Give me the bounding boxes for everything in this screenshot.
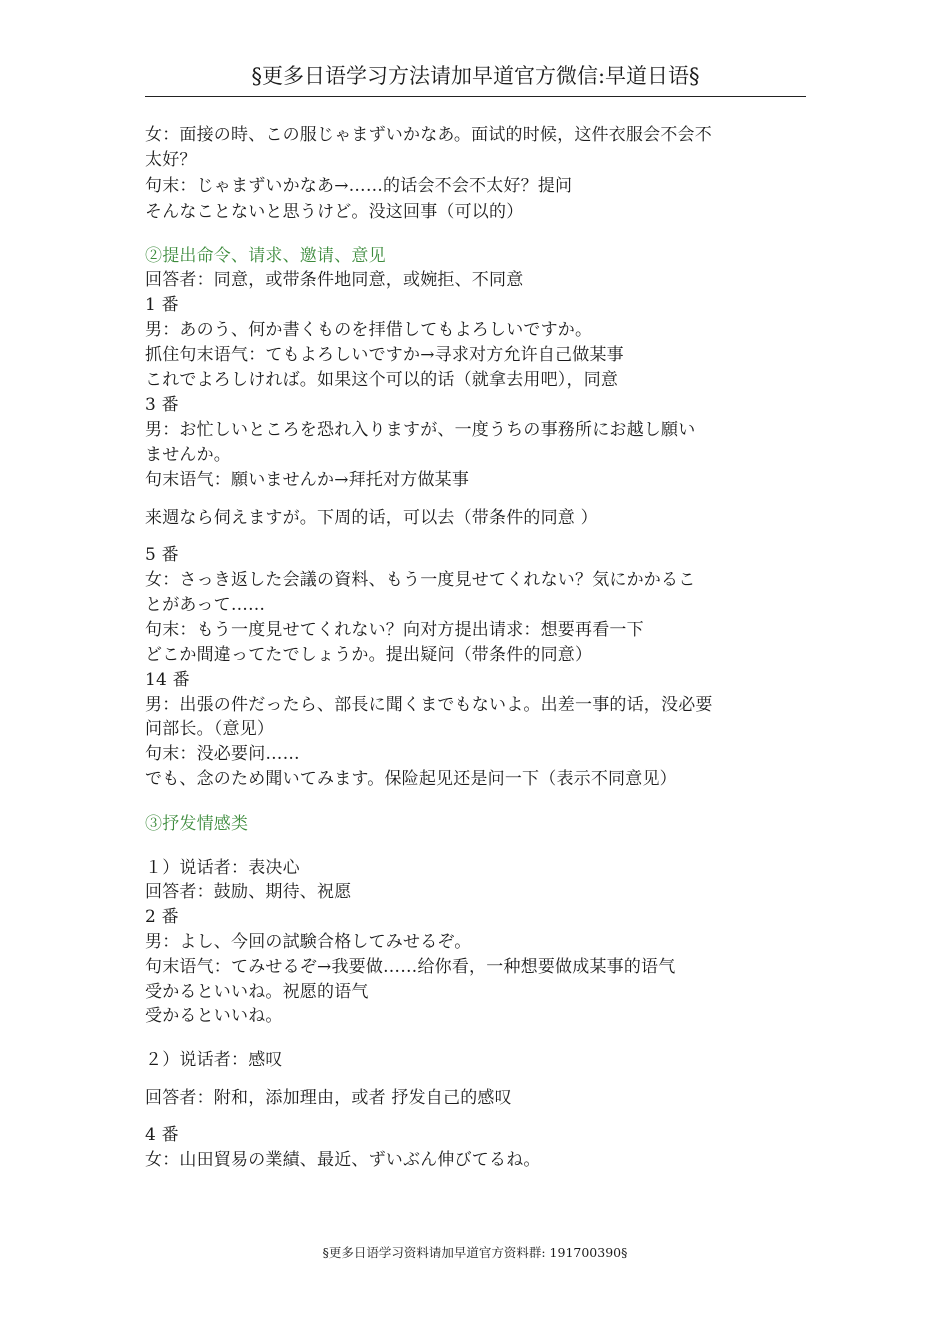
dialogue-line: 男：出張の件だったら、部長に聞くまでもないよ。出差一事的话，没必要	[145, 695, 713, 715]
section-heading-requests: ②提出命令、请求、邀请、意见	[145, 246, 386, 266]
subsection-heading: ２）说话者：感叹	[145, 1050, 283, 1070]
answer-line: 来週なら伺えますが。下周的话，可以去（带条件的同意 ）	[145, 508, 598, 528]
answer-line: 受かるといいね。	[145, 1006, 283, 1026]
answer-line: これでよろしければ。如果这个可以的话（就拿去用吧），同意	[145, 370, 619, 390]
dialogue-line: 男：よし、今回の試験合格してみせるぞ。	[145, 932, 472, 952]
explanation-line: 句末语气：願いませんか→拜托对方做某事	[145, 470, 470, 490]
answer-types-line: 回答者：同意，或带条件地同意，或婉拒、不同意	[145, 270, 524, 290]
question-number: 1 番	[145, 295, 179, 315]
page-header-title: §更多日语学习方法请加早道官方微信:早道日语§	[251, 64, 700, 88]
answer-line: でも、念のため聞いてみます。保险起见还是问一下（表示不同意见）	[145, 769, 677, 789]
explanation-line: 句末：じゃまずいかなあ→……的话会不会不太好？提问	[145, 176, 573, 196]
explanation-line: 句末：もう一度見せてくれない？向对方提出请求：想要再看一下	[145, 620, 644, 640]
dialogue-line: 女：面接の時、この服じゃまずいかなあ。面试的时候，这件衣服会不会不	[145, 125, 712, 145]
question-number: 14 番	[145, 670, 190, 690]
answer-line: どこか間違ってたでしょうか。提出疑问（带条件的同意）	[145, 645, 593, 665]
answer-types-line: 回答者：鼓励、期待、祝愿	[145, 882, 352, 902]
answer-line: そんなことないと思うけど。没这回事（可以的）	[145, 202, 524, 222]
dialogue-line: 女：さっき返した会議の資料、もう一度見せてくれない？気にかかるこ	[145, 570, 696, 590]
dialogue-line: 男：お忙しいところを恐れ入りますが、一度うちの事務所にお越し願い	[145, 420, 696, 440]
dialogue-line: 问部长。（意见）	[145, 719, 275, 739]
explanation-line: 句末：没必要问……	[145, 744, 300, 764]
dialogue-line: ませんか。	[145, 445, 231, 465]
dialogue-line: とがあって……	[145, 595, 266, 615]
dialogue-line: 女：山田貿易の業績、最近、ずいぶん伸びてるね。	[145, 1150, 541, 1170]
question-number: 5 番	[145, 545, 179, 565]
dialogue-line: 男：あのう、何か書くものを拝借してもよろしいですか。	[145, 320, 593, 340]
answer-types-line: 回答者：附和，添加理由，或者 抒发自己的感叹	[145, 1088, 512, 1108]
explanation-line: 句末语气：てみせるぞ→我要做……给你看，一种想要做成某事的语气	[145, 957, 676, 977]
subsection-heading: １）说话者：表决心	[145, 858, 300, 878]
section-heading-emotions: ③抒发情感类	[145, 814, 249, 834]
explanation-line: 抓住句末语气：てもよろしいですか→寻求对方允许自己做某事	[145, 345, 624, 365]
question-number: 4 番	[145, 1125, 179, 1145]
dialogue-line: 太好？	[145, 150, 197, 170]
question-number: 3 番	[145, 395, 179, 415]
page-footer: §更多日语学习资料请加早道官方资料群: 191700390§	[322, 1245, 628, 1260]
question-number: 2 番	[145, 907, 179, 927]
answer-line: 受かるといいね。祝愿的语气	[145, 982, 369, 1002]
header-divider	[145, 96, 806, 97]
